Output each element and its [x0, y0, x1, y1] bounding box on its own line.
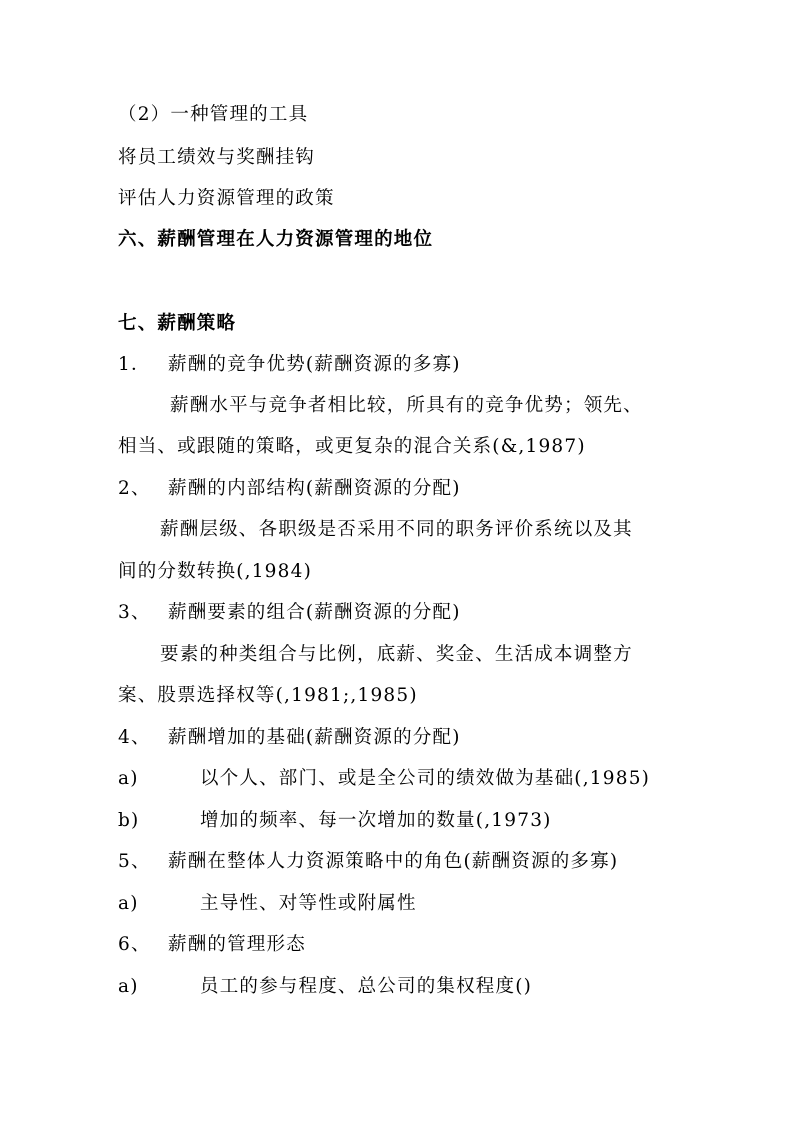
section-heading-six: 六、薪酬管理在人力资源管理的地位	[118, 229, 434, 250]
list-number: 6、	[118, 934, 151, 955]
list-number: 4、	[118, 727, 151, 748]
list-item	[118, 850, 618, 874]
list-item	[118, 353, 461, 377]
list-number: 1．	[118, 354, 151, 375]
paragraph-line: 薪酬水平与竞争者相比较，所具有的竞争优势；领先、	[170, 395, 643, 416]
paragraph-line: 要素的种类组合与比例，底薪、奖金、生活成本调整方	[160, 644, 633, 665]
section-heading-seven: 七、薪酬策略	[118, 313, 237, 334]
paragraph-line: 薪酬层级、各职级是否采用不同的职务评价系统以及其	[160, 519, 633, 540]
list-item	[118, 726, 461, 750]
paragraph-line: 相当、或跟随的策略，或更复杂的混合关系(&,1987)	[118, 436, 586, 457]
list-text: 薪酬的内部结构(薪酬资源的分配)	[168, 478, 461, 499]
sub-list-item	[118, 809, 552, 833]
list-text: 薪酬的竞争优势(薪酬资源的多寡)	[168, 354, 461, 375]
list-number: 3、	[118, 602, 151, 623]
sub-list-item	[118, 975, 532, 999]
list-text: 薪酬在整体人力资源策略中的角色(薪酬资源的多寡)	[168, 851, 619, 872]
list-text: 薪酬要素的组合(薪酬资源的分配)	[168, 602, 461, 623]
list-text: 员工的参与程度、总公司的集权程度()	[200, 976, 533, 997]
list-letter: b)	[118, 810, 140, 831]
subheading-tool: （2）一种管理的工具	[118, 104, 309, 125]
paragraph-line: 案、股票选择权等(,1981;,1985)	[118, 685, 418, 706]
list-text: 增加的频率、每一次增加的数量(,1973)	[200, 810, 552, 831]
list-text: 薪酬增加的基础(薪酬资源的分配)	[168, 727, 461, 748]
list-number: 2、	[118, 478, 151, 499]
paragraph-line: 间的分数转换(,1984)	[118, 561, 312, 582]
text-line: 将员工绩效与奖酬挂钩	[118, 147, 316, 168]
list-text: 以个人、部门、或是全公司的绩效做为基础(,1985)	[200, 768, 651, 789]
list-letter: a)	[118, 976, 139, 997]
list-letter: a)	[118, 768, 139, 789]
list-item	[118, 933, 306, 957]
list-item	[118, 601, 461, 625]
list-text: 主导性、对等性或附属性	[200, 893, 417, 914]
list-number: 5、	[118, 851, 151, 872]
list-text: 薪酬的管理形态	[168, 934, 306, 955]
list-letter: a)	[118, 893, 139, 914]
sub-list-item	[118, 767, 650, 791]
sub-list-item	[118, 892, 417, 916]
text-line: 评估人力资源管理的政策	[118, 188, 335, 209]
list-item	[118, 477, 461, 501]
